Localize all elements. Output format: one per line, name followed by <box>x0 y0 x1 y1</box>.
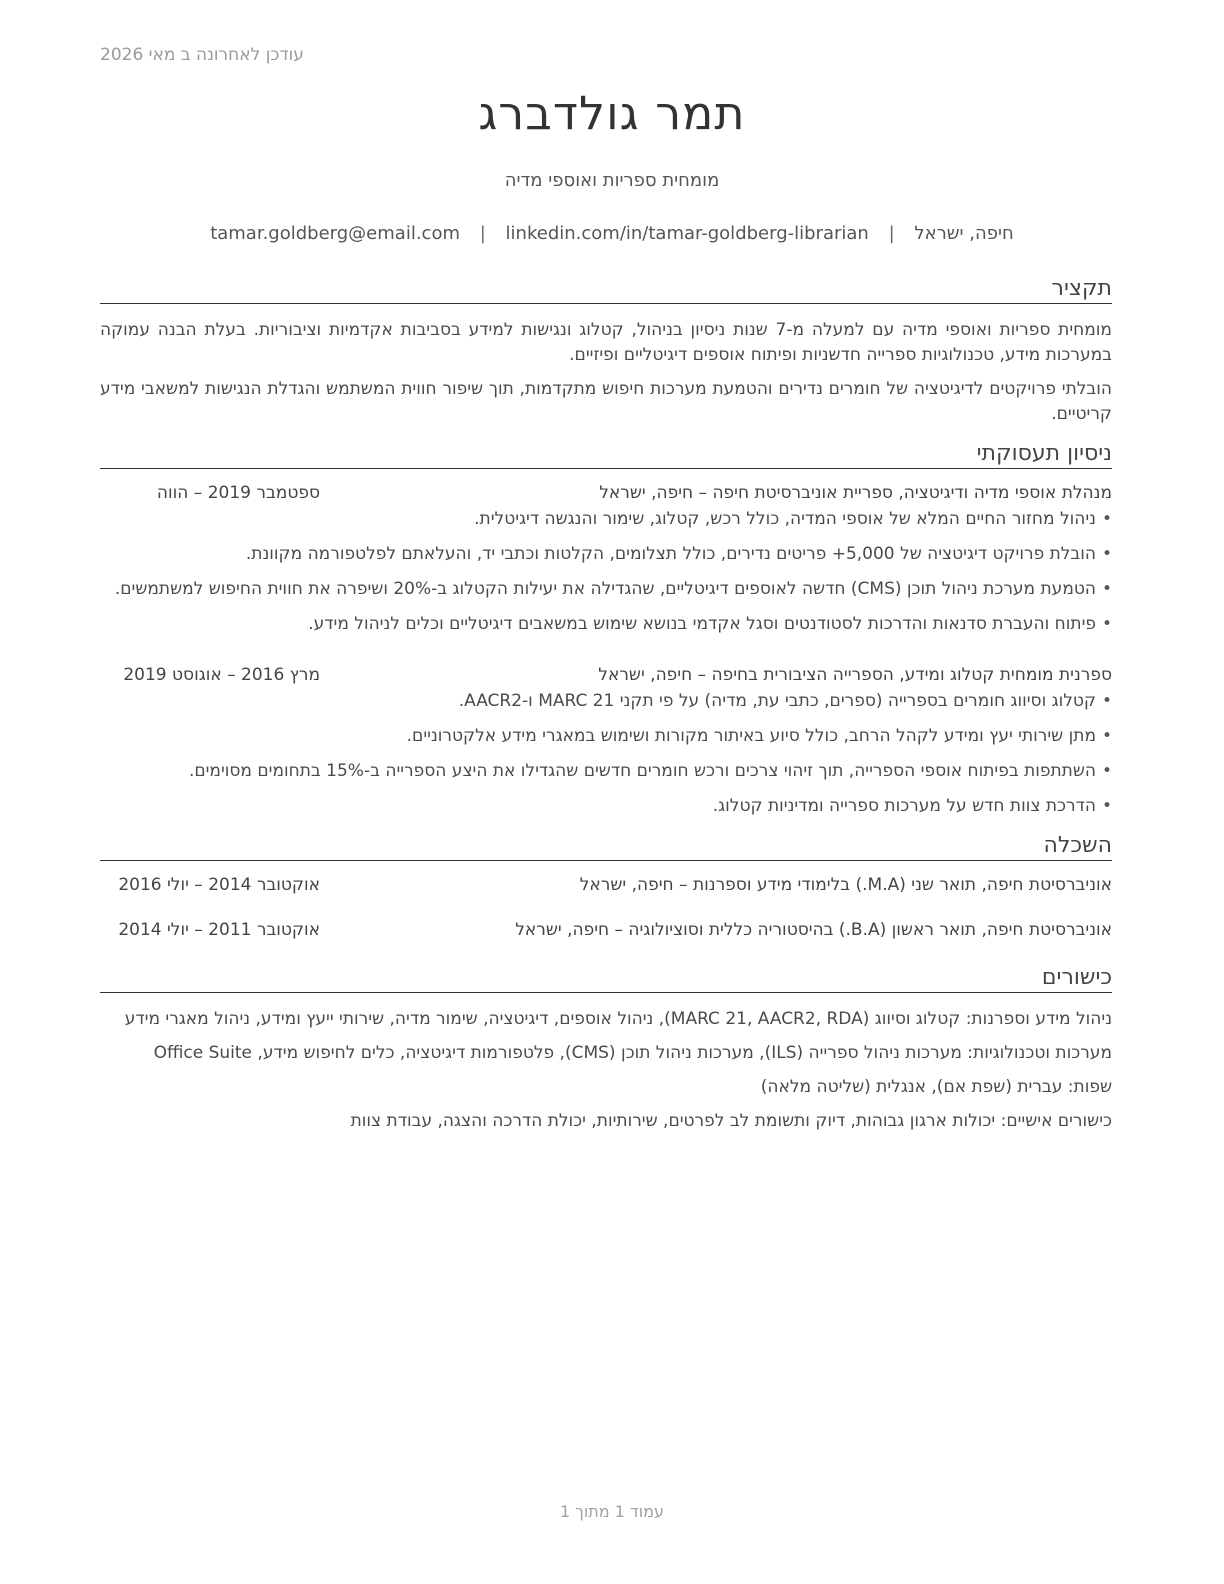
skill-line: שפות: עברית (שפת אם), אנגלית (שליטה מלאה) <box>760 1077 1112 1097</box>
summary-paragraph: מומחית ספריות ואוספי מדיה עם למעלה מ-7 שנות ניסיון בניהול, קטלוג ונגישות למידע בסביבות אקדמיות וציבוריות. בעלת הבנה עמוקה במערכות מידע, טכנולוגיות ספרייה חדשניות ופיתוח אוספים דיגיטליים ופיזיים. <box>100 320 1112 365</box>
education-entry <box>100 875 1112 895</box>
contact-line <box>0 223 1224 244</box>
section-heading: השכלה <box>100 833 1112 861</box>
bullet-item: • הובלת פרויקט דיגיטציה של 5,000+ פריטים נדירים, כולל תצלומים, הקלטות וכתבי יד, והעלאתם לפלטפורמה מקוונת. <box>100 542 1112 567</box>
bullet-item: • ניהול מחזור החיים המלא של אוספי המדיה, כולל רכש, קטלוג, שימור והנגשה דיגיטלית. <box>100 507 1112 532</box>
last-updated: עודכן לאחרונה ב מאי 2026 <box>100 45 304 65</box>
bullet-item: • הדרכת צוות חדש על מערכות ספרייה ומדיניות קטלוג. <box>100 794 1112 819</box>
job-header <box>100 665 1112 685</box>
contact-email[interactable]: tamar.goldberg@email.com <box>210 223 460 244</box>
education-degree: אוניברסיטת חיפה, תואר ראשון (B.A.) בהיסטוריה כללית וסוציולוגיה – חיפה, ישראל <box>515 920 1112 940</box>
bullet-item: • הטמעת מערכת ניהול תוכן (CMS) חדשה לאוספים דיגיטליים, שהגדילה את יעילות הקטלוג ב-20% ושיפרה את חווית החיפוש למשתמשים. <box>100 577 1112 602</box>
page-number: עמוד 1 מתוך 1 <box>560 1502 664 1521</box>
job-entry <box>100 665 1112 819</box>
experience-section <box>100 441 1112 819</box>
skill-line: כישורים אישיים: יכולות ארגון גבוהות, דיוק ותשומת לב לפרטים, שירותיות, יכולת הדרכה והצגה, עבודת צוות <box>350 1111 1112 1131</box>
education-dates: אוקטובר 2011 – יולי 2014 <box>118 920 320 940</box>
contact-separator: | <box>479 223 486 244</box>
job-dates: מרץ 2016 – אוגוסט 2019 <box>123 665 320 685</box>
education-dates: אוקטובר 2014 – יולי 2016 <box>118 875 320 895</box>
summary-paragraph: הובלתי פרויקטים לדיגיטציה של חומרים נדירים והטמעת מערכות חיפוש מתקדמות, תוך שיפור חווית המשתמש והגדלת הנגישות למשאבי מידע קריטיים. <box>100 379 1112 424</box>
job-bullets <box>100 689 1112 819</box>
contact-linkedin[interactable]: linkedin.com/in/tamar-goldberg-librarian <box>505 223 869 244</box>
candidate-name: תמר גולדברג <box>478 86 746 140</box>
job-title: ספרנית מומחית קטלוג ומידע, הספרייה הציבורית בחיפה – חיפה, ישראל <box>598 665 1112 685</box>
job-bullets <box>100 507 1112 637</box>
skills-list <box>100 1007 1112 1134</box>
job-header <box>100 483 1112 503</box>
summary-section <box>100 276 1112 427</box>
education-section <box>100 833 1112 940</box>
bullet-item: • פיתוח והעברת סדנאות והדרכות לסטודנטים וסגל אקדמי בנושא שימוש במשאבים דיגיטליים וכלים לניהול מידע. <box>100 612 1112 637</box>
bullet-item: • השתתפות בפיתוח אוספי הספרייה, תוך זיהוי צרכים ורכש חומרים חדשים שהגדילו את היצע הספרייה ב-15% בתחומים מסוימים. <box>100 759 1112 784</box>
skills-section <box>100 965 1112 1134</box>
section-heading: כישורים <box>100 965 1112 993</box>
job-title: מנהלת אוספי מדיה ודיגיטציה, ספריית אוניברסיטת חיפה – חיפה, ישראל <box>599 483 1112 503</box>
contact-location: חיפה, ישראל <box>914 223 1014 244</box>
resume-content <box>100 276 1112 1148</box>
education-degree: אוניברסיטת חיפה, תואר שני (M.A.) בלימודי מידע וספרנות – חיפה, ישראל <box>579 875 1112 895</box>
skill-line: ניהול מידע וספרנות: קטלוג וסיווג (MARC 21, AACR2, RDA), ניהול אוספים, דיגיטציה, שימור מדיה, שירותי ייעץ ומידע, ניהול מאגרי מידע <box>124 1009 1112 1029</box>
bullet-item: • קטלוג וסיווג חומרים בספרייה (ספרים, כתבי עת, מדיה) על פי תקני MARC 21 ו-AACR2. <box>100 689 1112 714</box>
section-heading: תקציר <box>100 276 1112 304</box>
contact-separator: | <box>888 223 895 244</box>
job-entry <box>100 483 1112 637</box>
education-list <box>100 875 1112 940</box>
bullet-item: • מתן שירותי יעץ ומידע לקהל הרחב, כולל סיוע באיתור מקורות ושימוש במאגרי מידע אלקטרוניים. <box>100 724 1112 749</box>
candidate-title: מומחית ספריות ואוספי מדיה <box>504 170 720 191</box>
job-dates: ספטמבר 2019 – הווה <box>156 483 320 503</box>
section-heading: ניסיון תעסוקתי <box>100 441 1112 469</box>
skill-line: מערכות וטכנולוגיות: מערכות ניהול ספרייה (ILS), מערכות ניהול תוכן (CMS), פלטפורמות דיגיטציה, כלים לחיפוש מידע, Office Suite <box>153 1043 1112 1063</box>
education-entry <box>100 920 1112 940</box>
